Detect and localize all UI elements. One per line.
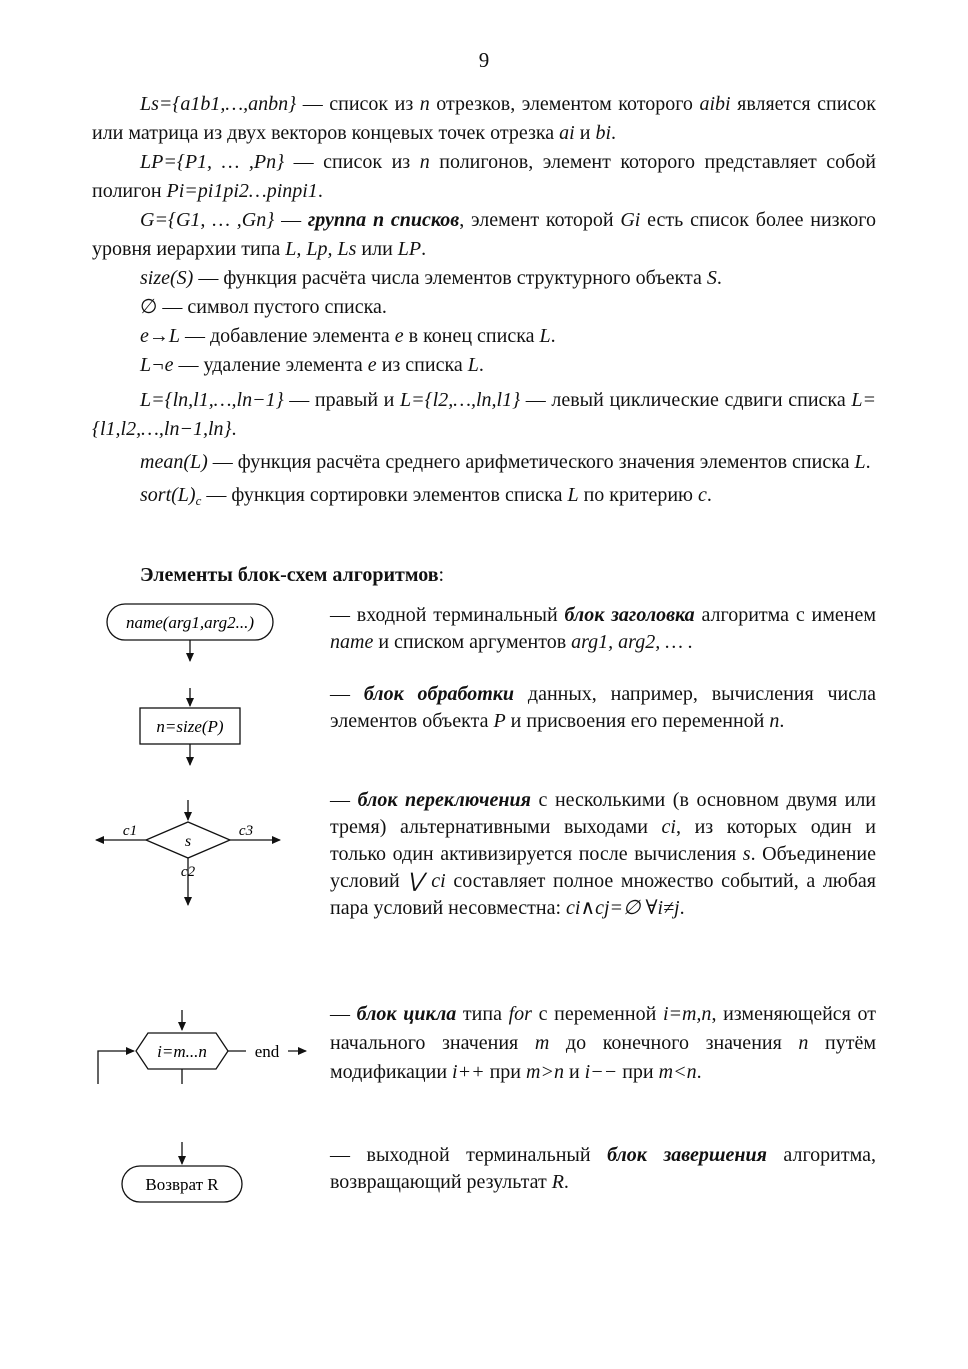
formula-size: size(S) xyxy=(140,267,194,289)
formula-lp: LP={P1, … ,Pn} xyxy=(140,151,285,173)
definitions-section xyxy=(92,90,876,510)
definition-size: size(S) — функция расчёта числа элементов структурного объекта S. xyxy=(140,267,722,289)
definition-append: e→L — добавление элемента e в конец списка L. xyxy=(140,325,556,347)
sort-subscript: c xyxy=(195,493,202,508)
empty-set-symbol: ∅ xyxy=(140,296,158,318)
switch-c3-label: c3 xyxy=(238,823,254,839)
definition-mean: mean(L) — функция расчёта среднего арифметического значения элементов списка L. xyxy=(140,451,871,473)
loop-hexagon xyxy=(136,1033,228,1069)
loop-block-description: — блок цикла типа for с переменной i=m,n, изменяющейся от начального значения m до конечного значения n путём модификации i++ при m>n и i−− при m<n. xyxy=(330,1003,876,1083)
return-terminal-shape xyxy=(122,1166,242,1202)
formula-list: L={l1,l2,…,ln−1,ln} xyxy=(92,389,876,440)
blocks-heading: Элементы блок-схем алгоритмов: xyxy=(140,564,445,586)
header-terminal-label: name(arg1,arg2...) xyxy=(125,613,255,632)
process-block-description: — блок обработки данных, например, вычисления числа элементов объекта P и присвоения его переменной n. xyxy=(330,683,876,732)
return-terminal-label: Возврат R xyxy=(145,1175,219,1194)
header-block-description: — входной терминальный блок заголовка алгоритма с именем name и списком аргументов arg1, arg2, … . xyxy=(330,604,876,653)
loop-label: i=m...n xyxy=(157,1042,207,1061)
term-group: группа n списков xyxy=(307,209,460,231)
formula-append: e→L xyxy=(140,325,180,347)
switch-diamond xyxy=(146,822,230,858)
formula-g: G={G1, … ,Gn} xyxy=(140,209,275,231)
formula-shift-left: L={l2,…,ln,l1} xyxy=(400,389,521,411)
definition-remove: L¬e — удаление элемента e из списка L. xyxy=(140,354,484,376)
loop-block xyxy=(98,1010,306,1084)
loop-back-arrow xyxy=(98,1051,134,1084)
process-block xyxy=(140,688,240,765)
definition-lp: LP={P1, … ,Pn} — список из n полигонов, элемент которого представляет собой полигон Pi=pi1pi2…pinpi1. xyxy=(92,151,876,202)
definition-ls: Ls={a1b1,…,anbn} — список из n отрезков, элементом которого aibi является список или матрица из двух векторов концевых точек отрезка ai и bi. xyxy=(92,93,877,144)
return-terminal-block xyxy=(122,1142,242,1202)
definition-empty: ∅ — символ пустого списка. xyxy=(140,296,387,318)
definition-shift: L={ln,l1,…,ln−1} — правый и L={l2,…,ln,l1} — левый циклические сдвиги списка L={l1,l2,…,ln−1,ln}. xyxy=(92,389,876,440)
definition-sort: $sort(L)_c$ — функция сортировки элементов списка L по критерию c. xyxy=(140,484,712,508)
loop-end-label: end xyxy=(254,1042,280,1061)
switch-block-description: — блок переключения с несколькими (в основном двумя или тремя) альтернативными выходами ci, из которых один и только один активизируется после вычисления s. Объединение условий ⋁ ci составляет полное множество событий, а любая пара условий несовместна: ci∧cj=∅ ∀i≠j. xyxy=(330,789,877,919)
process-label: n=size(P) xyxy=(156,717,224,736)
switch-block xyxy=(96,800,280,905)
return-block-description: — выходной терминальный блок завершения алгоритма, возвращающий результат R. xyxy=(330,1144,877,1193)
formula-sort: sort(L) xyxy=(140,484,196,506)
definition-g: G={G1, … ,Gn} — группа n списков, элемент которой Gi есть список более низкого уровня иерархии типа L, Lp, Ls или LP. xyxy=(92,209,876,260)
formula-remove: L¬e xyxy=(140,354,174,376)
process-shape xyxy=(140,708,240,744)
switch-c2-label: c2 xyxy=(180,864,196,880)
formula-mean: mean(L) xyxy=(140,451,208,473)
header-terminal-block xyxy=(107,604,273,661)
formula-shift-right: L={ln,l1,…,ln−1} xyxy=(140,389,284,411)
switch-label: s xyxy=(184,833,192,850)
formula-ls: Ls={a1b1,…,anbn} xyxy=(140,93,297,115)
switch-c1-label: c1 xyxy=(122,823,138,839)
header-terminal-shape xyxy=(107,604,273,640)
page-number: 9 xyxy=(478,48,490,72)
